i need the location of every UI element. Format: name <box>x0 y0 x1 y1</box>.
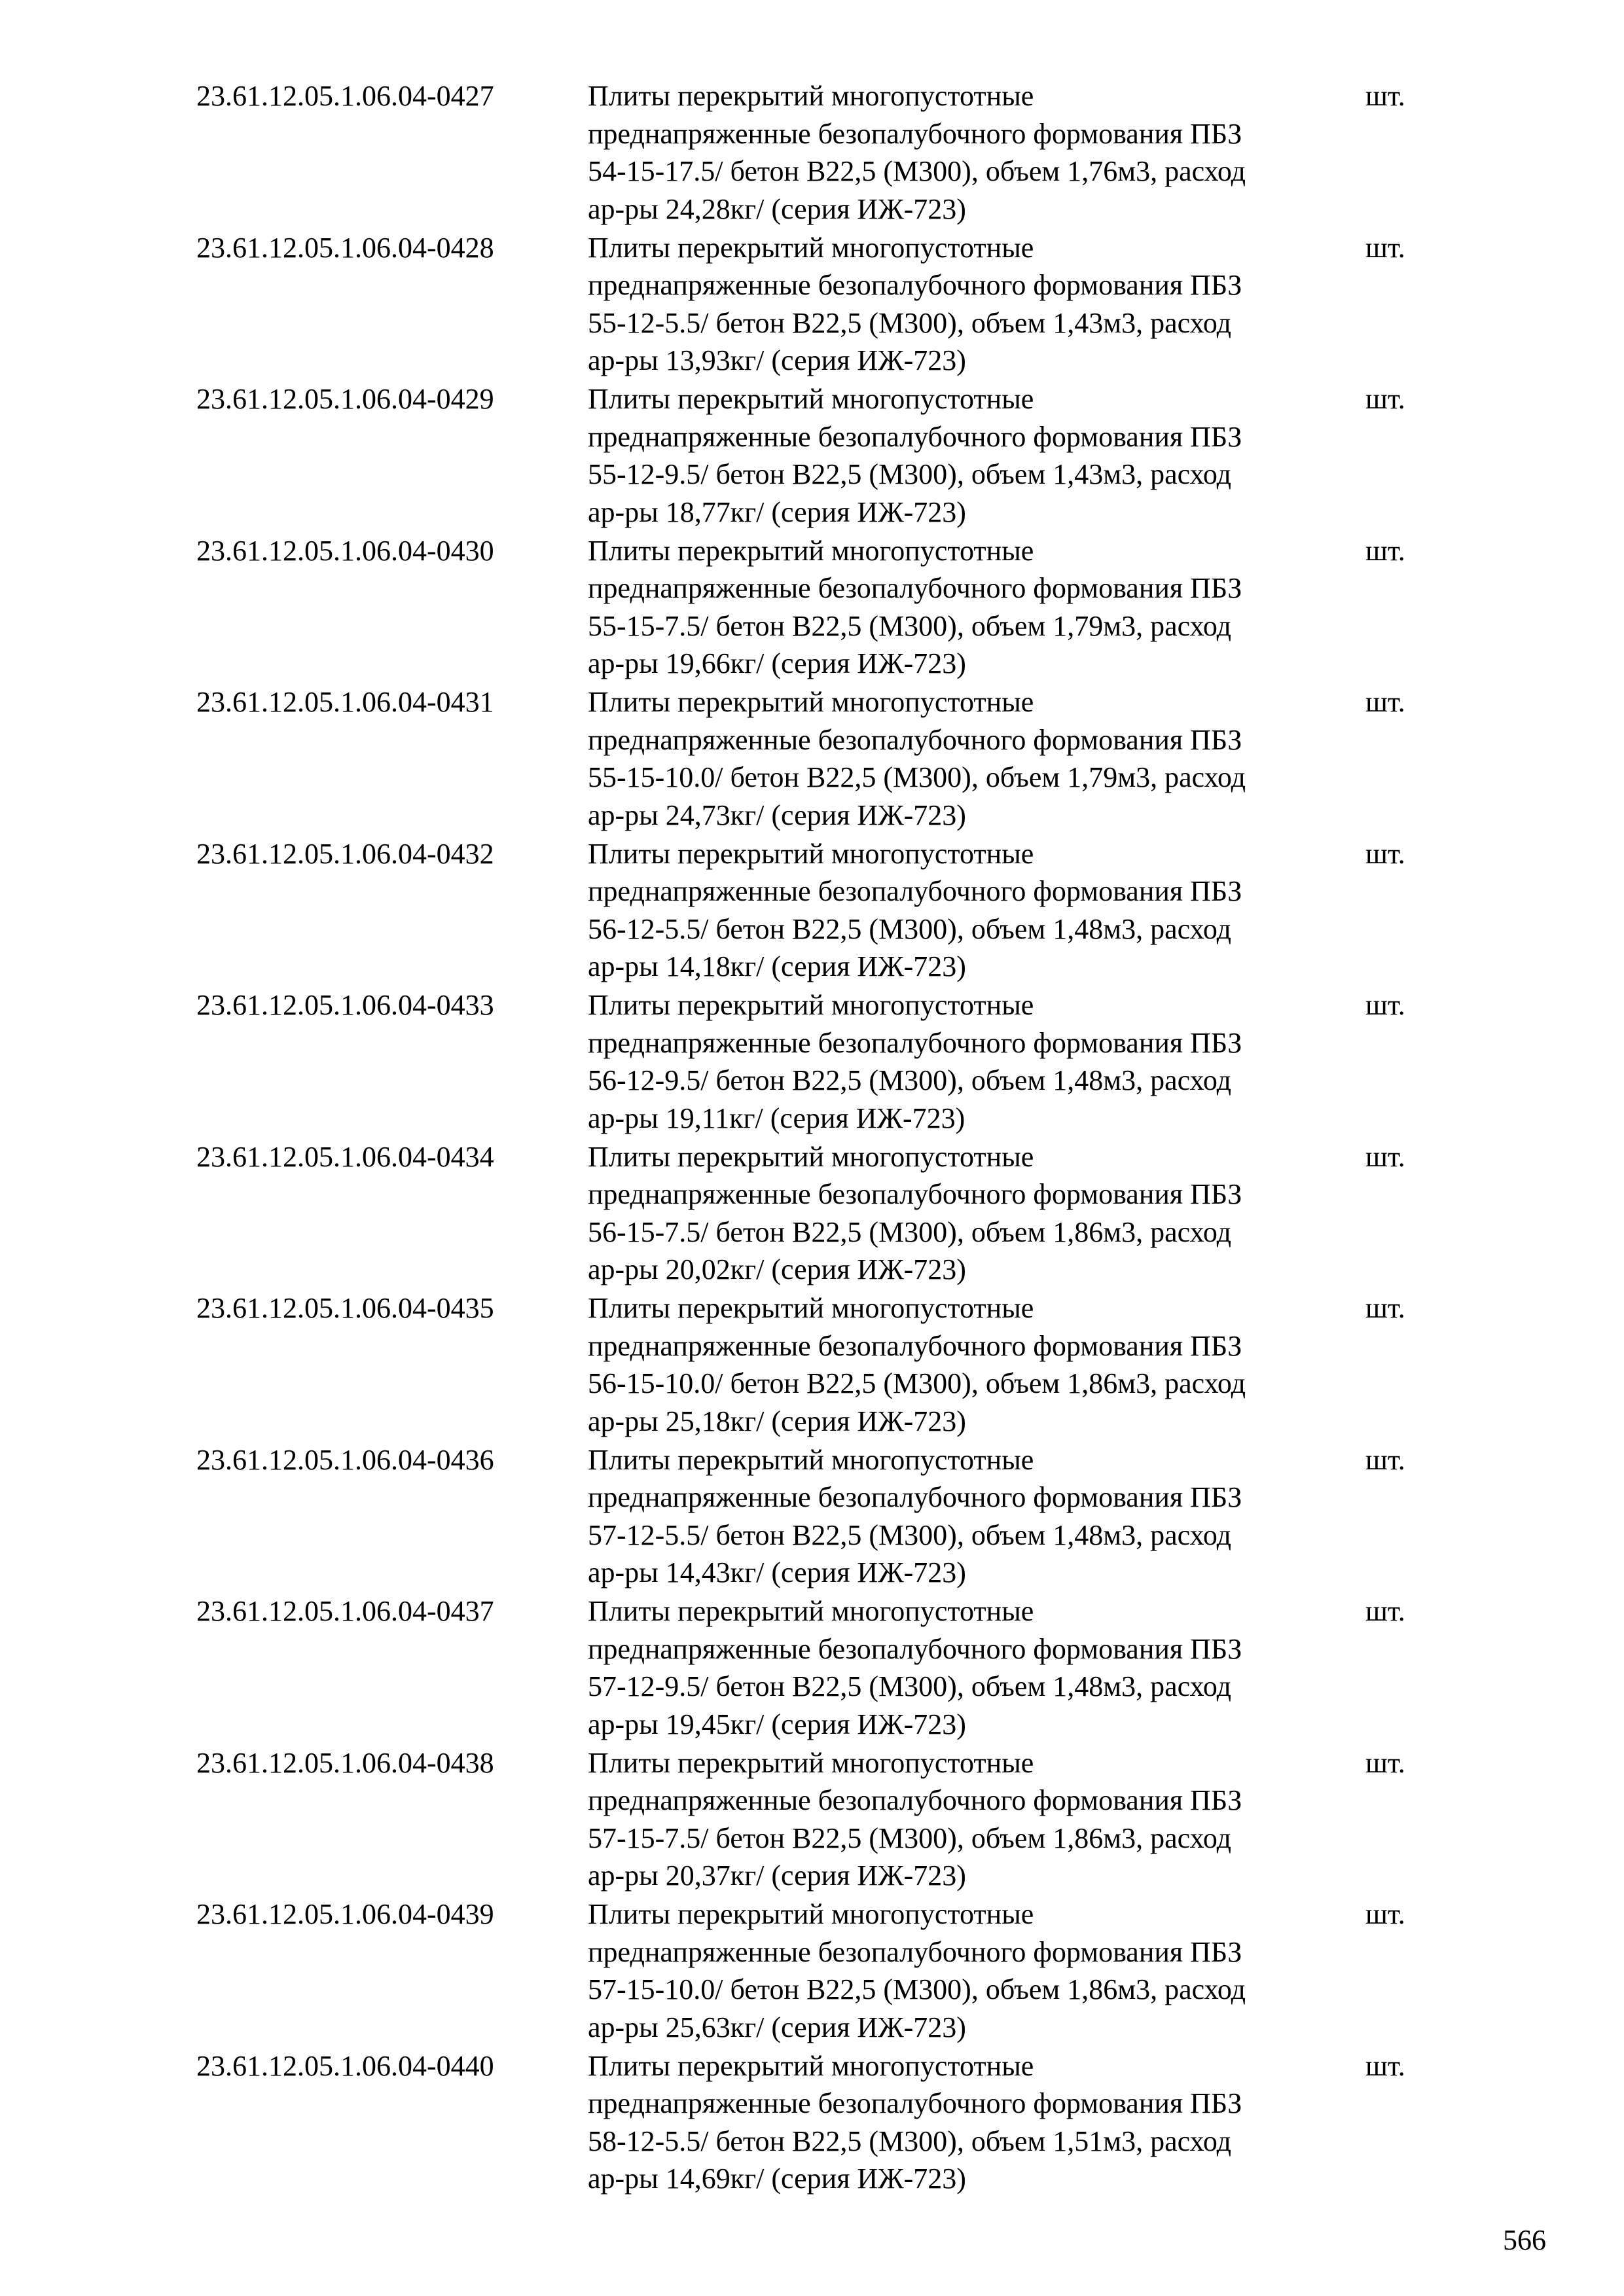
list-item <box>0 380 1624 532</box>
description-line: ар-ры 19,66кг/ (серия ИЖ-723) <box>588 647 966 679</box>
resource-code: 23.61.12.05.1.06.04-0435 <box>196 1292 494 1324</box>
resource-description <box>588 986 1373 1137</box>
description-line: 56-15-10.0/ бетон В22,5 (М300), объем 1,86м3, расход <box>588 1367 1246 1399</box>
description-line: ар-ры 19,11кг/ (серия ИЖ-723) <box>588 1102 965 1134</box>
description-line: ар-ры 14,69кг/ (серия ИЖ-723) <box>588 2162 966 2195</box>
description-line: 57-12-5.5/ бетон В22,5 (М300), объем 1,48м3, расход <box>588 1518 1232 1551</box>
list-item <box>0 1289 1624 1441</box>
unit-of-measure: шт. <box>1365 231 1405 264</box>
description-line: Плиты перекрытий многопустотные <box>588 837 1034 870</box>
resource-code: 23.61.12.05.1.06.04-0438 <box>196 1746 494 1779</box>
resource-description <box>588 1744 1373 1895</box>
description-line: преднапряженные безопалубочного формования ПБЗ <box>588 269 1242 301</box>
list-item <box>0 1744 1624 1896</box>
resource-description <box>588 77 1373 228</box>
description-line: ар-ры 20,37кг/ (серия ИЖ-723) <box>588 1859 966 1892</box>
unit-of-measure: шт. <box>1365 2049 1405 2082</box>
description-line: 57-12-9.5/ бетон В22,5 (М300), объем 1,48м3, расход <box>588 1670 1232 1702</box>
description-line: Плиты перекрытий многопустотные <box>588 1595 1034 1627</box>
description-line: ар-ры 19,45кг/ (серия ИЖ-723) <box>588 1708 966 1740</box>
resource-code: 23.61.12.05.1.06.04-0437 <box>196 1595 494 1627</box>
description-line: ар-ры 25,18кг/ (серия ИЖ-723) <box>588 1405 966 1437</box>
description-line: Плиты перекрытий многопустотные <box>588 1443 1034 1476</box>
list-item <box>0 986 1624 1138</box>
resource-description <box>588 1138 1373 1289</box>
resource-code: 23.61.12.05.1.06.04-0439 <box>196 1898 494 1930</box>
description-line: Плиты перекрытий многопустотные <box>588 1292 1034 1324</box>
description-line: 55-12-9.5/ бетон В22,5 (М300), объем 1,43м3, расход <box>588 458 1232 490</box>
description-line: 54-15-17.5/ бетон В22,5 (М300), объем 1,76м3, расход <box>588 155 1246 187</box>
unit-of-measure: шт. <box>1365 383 1405 415</box>
unit-of-measure: шт. <box>1365 837 1405 870</box>
description-line: Плиты перекрытий многопустотные <box>588 80 1034 112</box>
list-item <box>0 532 1624 684</box>
resource-description <box>588 1592 1373 1743</box>
list-item <box>0 77 1624 229</box>
unit-of-measure: шт. <box>1365 1898 1405 1930</box>
description-line: Плиты перекрытий многопустотные <box>588 989 1034 1021</box>
resource-description <box>588 2047 1373 2198</box>
list-item <box>0 2047 1624 2199</box>
description-line: преднапряженные безопалубочного формования ПБЗ <box>588 1935 1242 1968</box>
description-line: Плиты перекрытий многопустотные <box>588 534 1034 567</box>
description-line: преднапряженные безопалубочного формования ПБЗ <box>588 2087 1242 2119</box>
resource-description <box>588 835 1373 986</box>
description-line: Плиты перекрытий многопустотные <box>588 383 1034 415</box>
resource-code: 23.61.12.05.1.06.04-0433 <box>196 989 494 1021</box>
list-item <box>0 1138 1624 1290</box>
description-line: ар-ры 14,18кг/ (серия ИЖ-723) <box>588 950 966 982</box>
description-line: Плиты перекрытий многопустотные <box>588 231 1034 264</box>
price-list-entries <box>0 77 1624 2198</box>
description-line: Плиты перекрытий многопустотные <box>588 1746 1034 1779</box>
list-item <box>0 835 1624 987</box>
description-line: преднапряженные безопалубочного формования ПБЗ <box>588 723 1242 756</box>
page-number: 566 <box>1503 2224 1546 2256</box>
list-item <box>0 1441 1624 1593</box>
description-line: ар-ры 18,77кг/ (серия ИЖ-723) <box>588 495 966 528</box>
description-line: 55-12-5.5/ бетон В22,5 (М300), объем 1,43м3, расход <box>588 306 1232 339</box>
description-line: преднапряженные безопалубочного формования ПБЗ <box>588 1784 1242 1816</box>
description-line: 57-15-10.0/ бетон В22,5 (М300), объем 1,86м3, расход <box>588 1973 1246 2005</box>
unit-of-measure: шт. <box>1365 1140 1405 1173</box>
description-line: ар-ры 24,28кг/ (серия ИЖ-723) <box>588 192 966 225</box>
unit-of-measure: шт. <box>1365 989 1405 1021</box>
description-line: преднапряженные безопалубочного формования ПБЗ <box>588 572 1242 604</box>
description-line: преднапряженные безопалубочного формования ПБЗ <box>588 1632 1242 1665</box>
resource-code: 23.61.12.05.1.06.04-0430 <box>196 534 494 567</box>
description-line: преднапряженные безопалубочного формования ПБЗ <box>588 1178 1242 1210</box>
unit-of-measure: шт. <box>1365 1595 1405 1627</box>
resource-description <box>588 1895 1373 2046</box>
description-line: 57-15-7.5/ бетон В22,5 (М300), объем 1,86м3, расход <box>588 1821 1232 1854</box>
list-item <box>0 229 1624 381</box>
description-line: преднапряженные безопалубочного формования ПБЗ <box>588 875 1242 907</box>
description-line: 56-12-9.5/ бетон В22,5 (М300), объем 1,48м3, расход <box>588 1064 1232 1096</box>
resource-code: 23.61.12.05.1.06.04-0429 <box>196 383 494 415</box>
description-line: ар-ры 24,73кг/ (серия ИЖ-723) <box>588 798 966 831</box>
description-line: ар-ры 14,43кг/ (серия ИЖ-723) <box>588 1556 966 1588</box>
description-line: Плиты перекрытий многопустотные <box>588 686 1034 718</box>
description-line: 56-12-5.5/ бетон В22,5 (М300), объем 1,48м3, расход <box>588 912 1232 945</box>
resource-code: 23.61.12.05.1.06.04-0427 <box>196 80 494 112</box>
list-item <box>0 683 1624 835</box>
resource-code: 23.61.12.05.1.06.04-0436 <box>196 1443 494 1476</box>
resource-description <box>588 380 1373 531</box>
resource-code: 23.61.12.05.1.06.04-0428 <box>196 231 494 264</box>
unit-of-measure: шт. <box>1365 1443 1405 1476</box>
description-line: преднапряженные безопалубочного формования ПБЗ <box>588 420 1242 453</box>
description-line: Плиты перекрытий многопустотные <box>588 1140 1034 1173</box>
resource-code: 23.61.12.05.1.06.04-0431 <box>196 686 494 718</box>
resource-description <box>588 1441 1373 1592</box>
description-line: преднапряженные безопалубочного формования ПБЗ <box>588 117 1242 150</box>
description-line: 55-15-7.5/ бетон В22,5 (М300), объем 1,79м3, расход <box>588 609 1232 642</box>
description-line: преднапряженные безопалубочного формования ПБЗ <box>588 1481 1242 1513</box>
resource-code: 23.61.12.05.1.06.04-0434 <box>196 1140 494 1173</box>
description-line: преднапряженные безопалубочного формования ПБЗ <box>588 1329 1242 1362</box>
resource-description <box>588 229 1373 380</box>
unit-of-measure: шт. <box>1365 80 1405 112</box>
resource-code: 23.61.12.05.1.06.04-0440 <box>196 2049 494 2082</box>
description-line: преднапряженные безопалубочного формования ПБЗ <box>588 1026 1242 1059</box>
resource-description <box>588 532 1373 683</box>
list-item <box>0 1895 1624 2047</box>
resource-code: 23.61.12.05.1.06.04-0432 <box>196 837 494 870</box>
unit-of-measure: шт. <box>1365 686 1405 718</box>
description-line: ар-ры 13,93кг/ (серия ИЖ-723) <box>588 344 966 376</box>
description-line: Плиты перекрытий многопустотные <box>588 2049 1034 2082</box>
description-line: ар-ры 20,02кг/ (серия ИЖ-723) <box>588 1253 966 1285</box>
description-line: Плиты перекрытий многопустотные <box>588 1898 1034 1930</box>
description-line: ар-ры 25,63кг/ (серия ИЖ-723) <box>588 2011 966 2043</box>
unit-of-measure: шт. <box>1365 1746 1405 1779</box>
resource-description <box>588 683 1373 834</box>
description-line: 55-15-10.0/ бетон В22,5 (М300), объем 1,79м3, расход <box>588 761 1246 793</box>
unit-of-measure: шт. <box>1365 534 1405 567</box>
description-line: 56-15-7.5/ бетон В22,5 (М300), объем 1,86м3, расход <box>588 1215 1232 1248</box>
resource-description <box>588 1289 1373 1440</box>
list-item <box>0 1592 1624 1744</box>
description-line: 58-12-5.5/ бетон В22,5 (М300), объем 1,51м3, расход <box>588 2125 1232 2157</box>
unit-of-measure: шт. <box>1365 1292 1405 1324</box>
